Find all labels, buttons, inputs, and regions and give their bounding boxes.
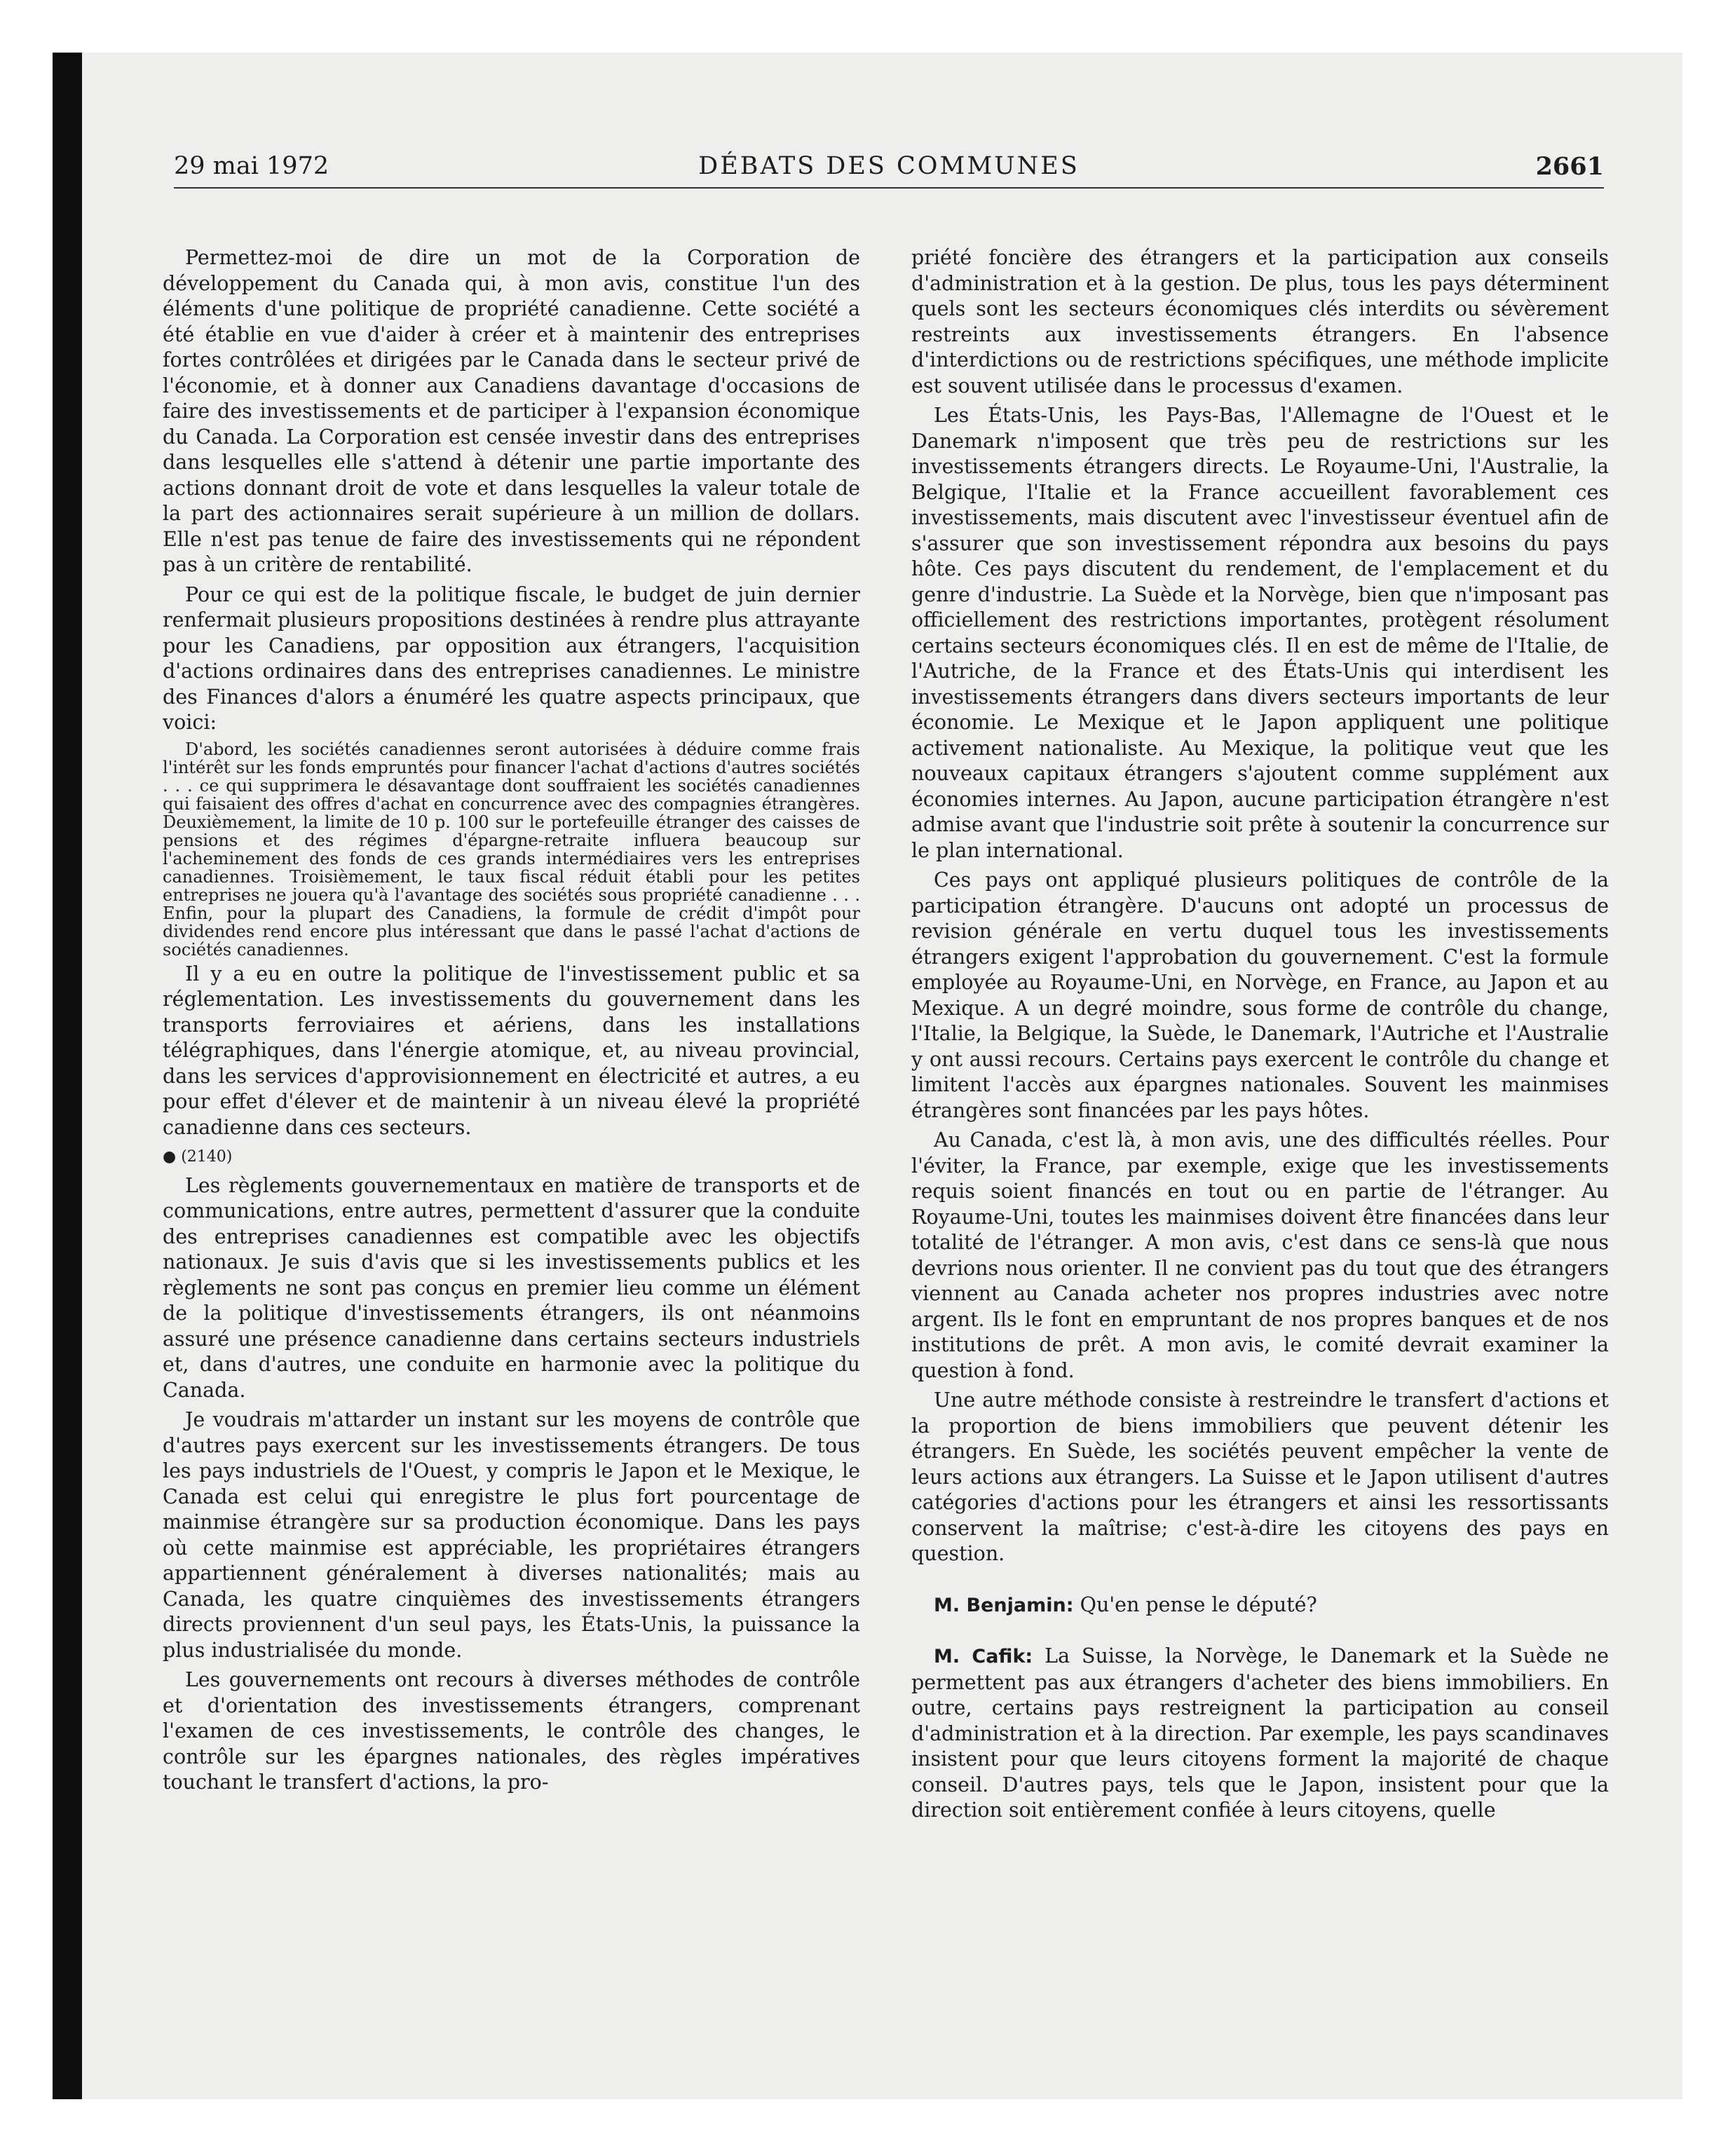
paragraph: Les règlements gouvernementaux en matière de transports et de communications, entre autres, permettent d'assurer que la conduite des entreprises canadiennes est compatible avec les objectifs nationaux. Je suis d'avis que si les investissements publics et les règlements ne sont pas conçus en premier lieu comme un élément de la politique d'investissements étrangers, ils ont néanmoins assuré une présence canadienne dans certains secteurs industriels et, dans d'autres, une conduite en harmonie avec la politique du Canada.: [163, 1173, 860, 1402]
paragraph: Au Canada, c'est là, à mon avis, une des difficultés réelles. Pour l'éviter, la France, par exemple, exige que les investissements requis soient financés en tout ou en partie de l'étranger. Au Royaume-Uni, toutes les mainmises doivent être financées dans leur totalité de l'étranger. A mon avis, c'est dans ce sens-là que nous devrions nous orienter. Il ne convient pas du tout que des étrangers viennent au Canada acheter nos propres industries avec notre argent. Ils le font en empruntant de nos propres banques et de nos institutions de prêt. A mon avis, le comité devrait examiner la question à fond.: [911, 1128, 1609, 1382]
paragraph: Une autre méthode consiste à restreindre le transfert d'actions et la proportion de biens immobiliers que peuvent détenir les étrangers. En Suède, les sociétés peuvent empêcher la vente de leurs actions aux étrangers. La Suisse et le Japon utilisent d'autres catégories d'actions pour les étrangers et ainsi les ressortissants conservent la maîtrise; c'est-à-dire les citoyens des pays en question.: [911, 1389, 1609, 1565]
page-header: [174, 151, 1604, 189]
paragraph: Je voudrais m'attarder un instant sur les moyens de contrôle que d'autres pays exercent sur les investissements étrangers. De tous les pays industriels de l'Ouest, y compris le Japon et le Mexique, le Canada est celui qui enregistre le plus fort pourcentage de mainmise étrangère sur sa production économique. Dans les pays où cette mainmise est appréciable, les propriétaires étrangers appartiennent généralement à diverses nationalités; mais au Canada, les quatre cinquièmes des investissements étrangers directs proviennent d'un seul pays, les États-Unis, la puissance la plus industrialisée du monde.: [163, 1408, 860, 1662]
paragraph: Permettez-moi de dire un mot de la Corporation de développement du Canada qui, à mon avis, constitue l'un des éléments d'une politique de propriété canadienne. Cette société a été établie en vue d'aider à créer et à maintenir des entreprises fortes contrôlées et dirigées par le Canada dans le secteur privé de l'économie, et à donner aux Canadiens davantage d'occasions de faire des investissements et de participer à l'expansion économique du Canada. La Corporation est censée investir dans des entreprises dans lesquelles elle s'attend à détenir une partie importante des actions donnant droit de vote et dans lesquelles la valeur totale de la part des actionnaires serait supérieure à un million de dollars. Elle n'est pas tenue de faire des investissements qui ne répondent pas à un critère de rentabilité.: [163, 246, 860, 576]
speech-cafik: [911, 1644, 1609, 1824]
right-column: [911, 245, 1609, 2061]
speech-benjamin: [911, 1592, 1609, 1619]
left-column: [163, 245, 860, 2061]
binding-edge: [53, 53, 82, 2099]
paragraph: Ces pays ont appliqué plusieurs politiques de contrôle de la participation étrangère. D'aucuns ont adopté un processus de revision générale en vertu duquel tous les investissements étrangers exigent l'approbation du gouvernement. C'est la formule employée au Royaume-Uni, en Norvège, en France, au Japon et au Mexique. A un degré moindre, sous forme de contrôle du change, l'Italie, la Belgique, la Suède, le Danemark, l'Autriche et l'Australie y ont aussi recours. Certains pays exercent le contrôle du change et limitent l'accès aux épargnes nationales. Souvent les mainmises étrangères sont financées par les pays hôtes.: [911, 868, 1609, 1122]
header-title: DÉBATS DES COMMUNES: [698, 152, 1080, 180]
speech-text: Qu'en pense le député?: [1080, 1592, 1317, 1616]
bullet-icon: ●: [163, 1148, 177, 1166]
paragraph: Les États-Unis, les Pays-Bas, l'Allemagne de l'Ouest et le Danemark n'imposent que très peu de restrictions sur les investissements étrangers directs. Le Royaume-Uni, l'Australie, la Belgique, l'Italie et la France accueillent favorablement ces investissements, mais discutent avec l'investisseur éventuel afin de s'assurer que son investissement répondra aux besoins du pays hôte. Ces pays discutent du rendement, de l'emplacement et du genre d'industrie. La Suède et la Norvège, bien que n'imposant pas officiellement des restrictions importantes, protègent résolument certains secteurs économiques clés. Il en est de même de l'Italie, de l'Autriche, de la France et des États-Unis qui interdisent les investissements étrangers dans divers secteurs importants de leur économie. Le Mexique et le Japon appliquent une politique activement nationaliste. Au Mexique, la politique veut que les nouveaux capitaux étrangers s'ajoutent comme supplément aux économies internes. Au Japon, aucune participation étrangère n'est admise avant que l'industrie soit prête à soutenir la concurrence sur le plan international.: [911, 404, 1609, 862]
speaker-name: M. Cafik:: [934, 1646, 1033, 1667]
speaker-name: M. Benjamin:: [934, 1594, 1074, 1616]
paragraph: priété foncière des étrangers et la participation aux conseils d'administration et à la gestion. De plus, tous les pays déterminent quels sont les secteurs économiques clés interdits ou sévèrement restreints aux investissements étrangers. En l'absence d'interdictions ou de restrictions spécifiques, une méthode implicite est souvent utilisée dans le processus d'examen.: [911, 246, 1609, 397]
paragraph: Les gouvernements ont recours à diverses méthodes de contrôle et d'orientation des investissements étrangers, comprenant l'examen de ces investissements, le contrôle des changes, le contrôle sur les épargnes nationales, des règles impératives touchant le transfert d'actions, la pro-: [163, 1668, 860, 1794]
page-number: 2661: [1535, 152, 1604, 181]
timestamp: [163, 1145, 860, 1171]
quotation: D'abord, les sociétés canadiennes seront autorisées à déduire comme frais l'intérêt sur les fonds empruntés pour financer l'achat d'actions d'autres sociétés . . . ce qui supprimera le désavantage dont souffraient les sociétés canadiennes qui faisaient des offres d'achat en concurrence avec des compagnies étrangères. Deuxièmement, la limite de 10 p. 100 sur le portefeuille étranger des caisses de pensions et des régimes d'épargne-retraite influera beaucoup sur l'acheminement des fonds de ces grands intermédiaires vers les entreprises canadiennes. Troisièmement, le taux fiscal réduit établi pour les petites entreprises ne jouera qu'à l'avantage des sociétés sous propriété canadienne . . . Enfin, pour la plupart des Canadiens, la formule de crédit d'impôt pour dividendes rend encore plus intéressant que dans le passé l'achat d'actions de sociétés canadiennes.: [163, 739, 860, 960]
speech-text: La Suisse, la Norvège, le Danemark et la Suède ne permettent pas aux étrangers d'acheter des biens immobiliers. En outre, certains pays restreignent la participation au conseil d'administration et à la direction. Par exemple, les pays scandinaves insistent pour que leurs citoyens forment la majorité de chaque conseil. D'autres pays, tels que le Japon, insistent pour que la direction soit entièrement confiée à leurs citoyens, quelle: [911, 1644, 1609, 1822]
paragraph: Il y a eu en outre la politique de l'investissement public et sa réglementation. Les investissements du gouvernement dans les transports ferroviaires et aériens, dans les installations télégraphiques, dans l'énergie atomique, et, au niveau provincial, dans les services d'approvisionnement en électricité et autres, a eu pour effet d'élever et de maintenir à un niveau élevé la propriété canadienne dans ces secteurs.: [163, 962, 860, 1139]
header-date: 29 mai 1972: [174, 152, 329, 180]
timestamp-text: (2140): [181, 1148, 233, 1166]
paragraph: Pour ce qui est de la politique fiscale, le budget de juin dernier renfermait plusieurs propositions destinées à rendre plus attrayante pour les Canadiens, par opposition aux étrangers, l'acquisition d'actions ordinaires dans des entreprises canadiennes. Le ministre des Finances d'alors a énuméré les quatre aspects principaux, que voici:: [163, 582, 860, 734]
